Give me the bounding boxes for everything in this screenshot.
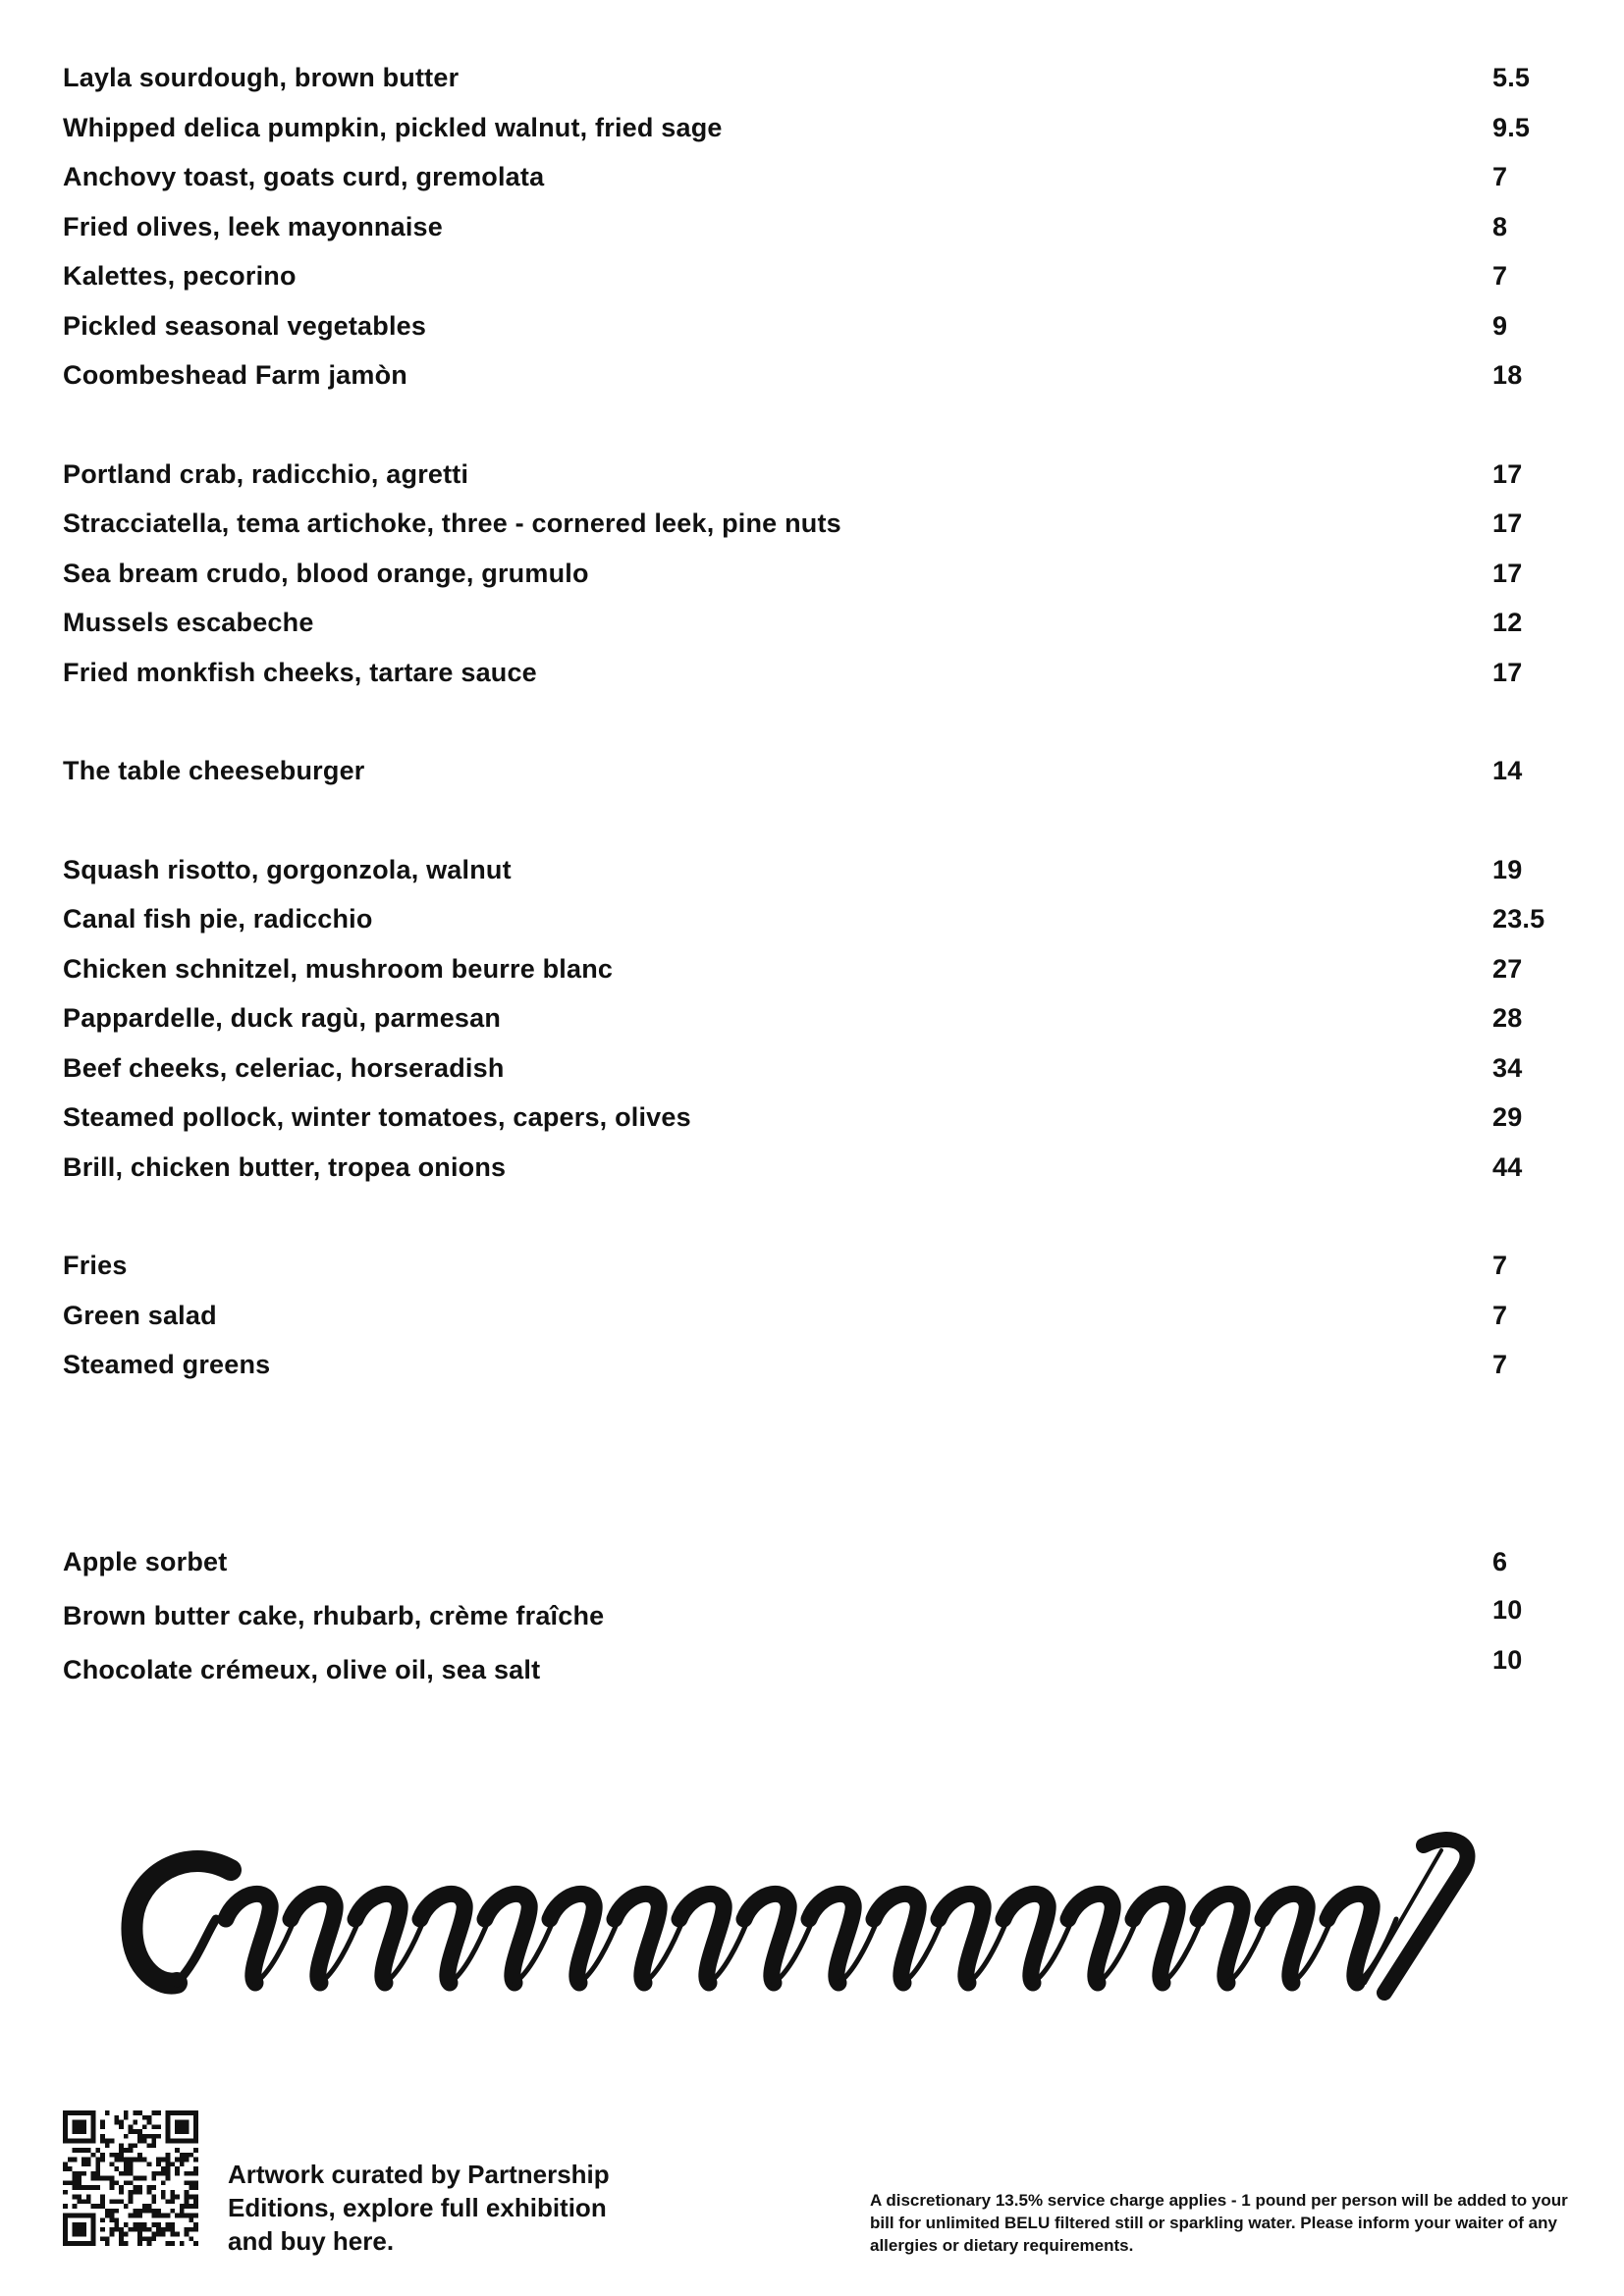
item-name: The table cheeseburger (63, 756, 365, 785)
menu-item (63, 1594, 1555, 1653)
script-loop (1133, 1894, 1177, 1983)
menu-item (63, 1051, 1555, 1101)
script-loop (226, 1894, 270, 1983)
menu-section-sides (63, 1249, 1555, 1398)
item-name: Kalettes, pecorino (63, 261, 297, 291)
menu-item (63, 1299, 1555, 1349)
menu-item (63, 1100, 1555, 1150)
item-name: Steamed pollock, winter tomatoes, capers, olives (63, 1102, 691, 1132)
item-price: 19 (1492, 854, 1523, 884)
item-name: Anchovy toast, goats curd, gremolata (63, 162, 545, 191)
script-loop (420, 1894, 464, 1983)
menu-item (63, 952, 1555, 1002)
menu-item (63, 853, 1555, 903)
menu-section-mains (63, 853, 1555, 1201)
item-price: 17 (1492, 458, 1523, 489)
item-price: 17 (1492, 657, 1523, 687)
script-loop (1198, 1894, 1242, 1983)
item-name: Fried monkfish cheeks, tartare sauce (63, 657, 537, 687)
menu-item (63, 1249, 1555, 1299)
menu-item (63, 656, 1555, 706)
curated-text[interactable]: Artwork curated by Partnership Editions, explore full exhibition and buy here. (228, 2160, 610, 2256)
menu-item (63, 902, 1555, 952)
item-name: Squash risotto, gorgonzola, walnut (63, 854, 512, 884)
item-name: Sea bream crudo, blood orange, grumulo (63, 558, 589, 588)
menu-item (63, 309, 1555, 359)
item-price: 7 (1492, 1300, 1508, 1330)
script-loop (485, 1894, 529, 1983)
item-price: 17 (1492, 558, 1523, 588)
item-name: Whipped delica pumpkin, pickled walnut, fried sage (63, 112, 723, 142)
footer (63, 2110, 1575, 2256)
menu-item (63, 1545, 1555, 1599)
menu-item (63, 1644, 1555, 1707)
menu-item (63, 606, 1555, 656)
menu-item (63, 507, 1555, 557)
script-loop (615, 1894, 659, 1983)
item-name: Mussels escabeche (63, 608, 314, 637)
item-price: 10 (1492, 1594, 1523, 1625)
item-price: 6 (1492, 1546, 1508, 1576)
script-loop (291, 1894, 335, 1983)
item-name: Steamed greens (63, 1350, 271, 1379)
menu-section-starters (63, 457, 1555, 706)
menu-item (63, 1348, 1555, 1398)
item-name: Layla sourdough, brown butter (63, 63, 460, 92)
menu-section-desserts (63, 1545, 1555, 1707)
menu-section-small-plates (63, 61, 1555, 408)
script-loop (939, 1894, 983, 1983)
item-price: 7 (1492, 261, 1508, 291)
script-artwork (118, 1826, 1532, 2022)
item-name: Beef cheeks, celeriac, horseradish (63, 1052, 505, 1083)
item-price: 7 (1492, 1350, 1508, 1379)
item-name: Stracciatella, tema artichoke, three - cornered leek, pine nuts (63, 508, 841, 538)
script-loop (1003, 1894, 1048, 1983)
item-price: 17 (1492, 508, 1523, 538)
item-name: Portland crab, radicchio, agretti (63, 458, 469, 489)
item-name: Fries (63, 1251, 128, 1280)
script-loop (1263, 1894, 1307, 1983)
menu-section-burger (63, 754, 1555, 804)
item-price: 18 (1492, 360, 1523, 390)
item-price: 12 (1492, 608, 1523, 637)
script-loop (679, 1894, 724, 1983)
menu-item (63, 358, 1555, 408)
item-name: Brown butter cake, rhubarb, crème fraîche (63, 1600, 605, 1630)
item-price: 7 (1492, 162, 1508, 191)
item-price: 10 (1492, 1644, 1523, 1675)
menu-item (63, 557, 1555, 607)
item-price: 7 (1492, 1251, 1508, 1280)
menu-item (63, 457, 1555, 507)
script-loop (744, 1894, 788, 1983)
menu (63, 61, 1555, 1707)
item-price: 9.5 (1492, 112, 1531, 142)
item-name: Pickled seasonal vegetables (63, 310, 427, 341)
menu-item (63, 111, 1555, 161)
item-price: 27 (1492, 953, 1523, 984)
item-price: 28 (1492, 1003, 1523, 1033)
item-price: 5.5 (1492, 63, 1531, 92)
menu-item (63, 754, 1555, 804)
menu-item (63, 61, 1555, 111)
script-loop (1068, 1894, 1112, 1983)
script-loop (874, 1894, 918, 1983)
menu-item (63, 1150, 1555, 1201)
menu-item (63, 210, 1555, 260)
item-name: Coombeshead Farm jamòn (63, 360, 407, 390)
menu-item (63, 160, 1555, 210)
item-price: 14 (1492, 756, 1523, 785)
menu-item (63, 259, 1555, 309)
item-price: 23.5 (1492, 904, 1545, 934)
item-name: Apple sorbet (63, 1546, 228, 1576)
item-name: Chocolate crémeux, olive oil, sea salt (63, 1654, 541, 1684)
menu-item (63, 1001, 1555, 1051)
item-name: Canal fish pie, radicchio (63, 904, 373, 934)
item-price: 9 (1492, 310, 1508, 341)
item-price: 29 (1492, 1102, 1523, 1132)
item-name: Chicken schnitzel, mushroom beurre blanc (63, 953, 614, 984)
item-name: Fried olives, leek mayonnaise (63, 211, 443, 241)
service-notice: A discretionary 13.5% service charge applies - 1 pound per person will be added to your bill for unlimited BELU filtered still or sparkling water. Please inform your waiter of any allergies or dietary requirements. (870, 2191, 1568, 2255)
item-name: Green salad (63, 1300, 217, 1330)
item-price: 34 (1492, 1052, 1523, 1083)
qr-code-icon[interactable] (63, 2110, 198, 2246)
script-loop (1327, 1894, 1372, 1983)
item-name: Brill, chicken butter, tropea onions (63, 1151, 507, 1182)
script-loop (809, 1894, 853, 1983)
item-price: 8 (1492, 211, 1508, 241)
script-loop (355, 1894, 400, 1983)
script-flourish-icon (118, 1826, 1532, 2022)
item-price: 44 (1492, 1151, 1523, 1182)
item-name: Pappardelle, duck ragù, parmesan (63, 1003, 502, 1033)
script-loop (550, 1894, 594, 1983)
